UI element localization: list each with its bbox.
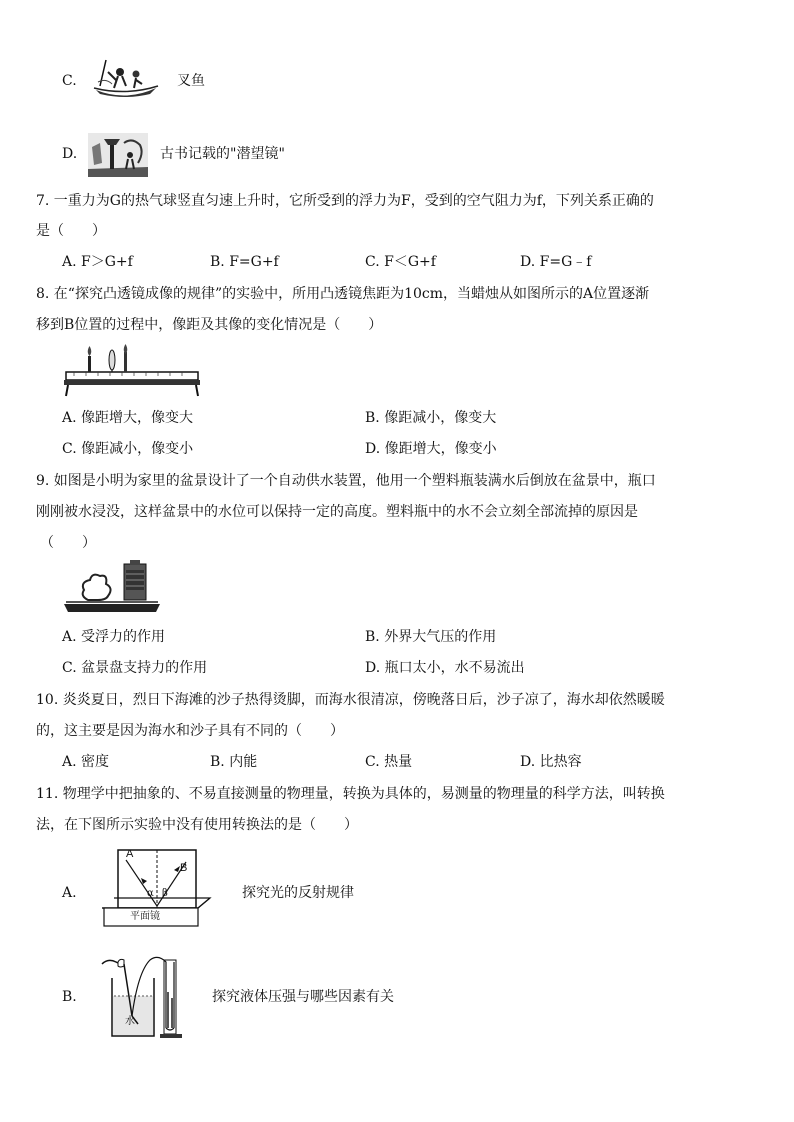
q10-option-a: A. 密度 xyxy=(62,754,110,770)
label-plane-mirror: 平面镜 xyxy=(130,911,160,922)
option-d-text: 古书记载的"潜望镜" xyxy=(160,146,285,162)
label-beta: β xyxy=(162,888,168,899)
q11-option-a-text: 探究光的反射规律 xyxy=(242,885,354,901)
q11-option-b-letter: B. xyxy=(62,989,77,1005)
q9-option-a: A. 受浮力的作用 xyxy=(62,629,166,645)
q10-option-d: D. 比热容 xyxy=(520,754,582,770)
potted-plant-water-bottle-illustration xyxy=(62,558,162,614)
q8-line2: 移到B位置的过程中，像距及其像的变化情况是（ ） xyxy=(36,317,383,333)
label-a: A xyxy=(126,848,134,860)
q7-option-d: D. F=G﹣f xyxy=(520,254,592,270)
q7-line2: 是（ ） xyxy=(36,223,106,239)
q11-option-a-letter: A. xyxy=(62,885,77,901)
q7-line1: 7. 一重力为G的热气球竖直匀速上升时，它所受到的浮力为F，受到的空气阻力为f，下列关系正确的 xyxy=(36,193,654,209)
q9-line2: 刚刚被水浸没，这样盆景中的水位可以保持一定的高度。塑料瓶中的水不会立刻全部流掉的原因是 xyxy=(36,504,638,520)
q7-option-a: A. F＞G+f xyxy=(62,254,133,270)
q10-option-c: C. 热量 xyxy=(365,754,413,770)
optical-bench-illustration xyxy=(62,342,202,398)
label-b: B xyxy=(180,862,188,874)
q10-option-b: B. 内能 xyxy=(210,754,258,770)
option-c-letter: C. xyxy=(62,73,77,89)
q9-option-c: C. 盆景盘支持力的作用 xyxy=(62,660,208,676)
spear-fishing-boat-illustration xyxy=(92,58,160,102)
q8-option-d: D. 像距增大，像变小 xyxy=(365,441,497,457)
label-alpha: α xyxy=(147,888,154,899)
q9-line1: 9. 如图是小明为家里的盆景设计了一个自动供水装置，他用一个塑料瓶装满水后倒放在盆景中，瓶口 xyxy=(36,473,656,489)
option-d-letter: D. xyxy=(62,146,78,162)
q11-line2: 法，在下图所示实验中没有使用转换法的是（ ） xyxy=(36,817,358,833)
light-reflection-experiment-illustration xyxy=(100,848,212,930)
q9-line3: （ ） xyxy=(40,535,96,551)
q8-option-b: B. 像距减小，像变大 xyxy=(365,410,497,426)
ancient-periscope-illustration xyxy=(88,133,148,177)
q11-option-b-text: 探究液体压强与哪些因素有关 xyxy=(212,989,394,1005)
option-c-text: 叉鱼 xyxy=(177,73,205,89)
q8-option-c: C. 像距减小，像变小 xyxy=(62,441,194,457)
q9-option-d: D. 瓶口太小，水不易流出 xyxy=(365,660,525,676)
q8-line1: 8. 在“探究凸透镜成像的规律”的实验中，所用凸透镜焦距为10cm，当蜡烛从如图所示的A位置逐渐 xyxy=(36,286,650,302)
q11-line1: 11. 物理学中把抽象的、不易直接测量的物理量，转换为具体的，易测量的物理量的科学方法，叫转换 xyxy=(36,786,665,802)
label-water: 水 xyxy=(125,1016,135,1027)
q9-option-b: B. 外界大气压的作用 xyxy=(365,629,497,645)
q7-option-b: B. F=G+f xyxy=(210,254,279,270)
q10-line2: 的，这主要是因为海水和沙子具有不同的（ ） xyxy=(36,723,344,739)
q10-line1: 10. 炎炎夏日，烈日下海滩的沙子热得烫脚，而海水很清凉，傍晚落日后，沙子凉了，海水却依然暖暖 xyxy=(36,692,665,708)
q7-option-c: C. F＜G+f xyxy=(365,254,436,270)
q8-option-a: A. 像距增大，像变大 xyxy=(62,410,194,426)
liquid-pressure-experiment-illustration xyxy=(98,952,190,1042)
